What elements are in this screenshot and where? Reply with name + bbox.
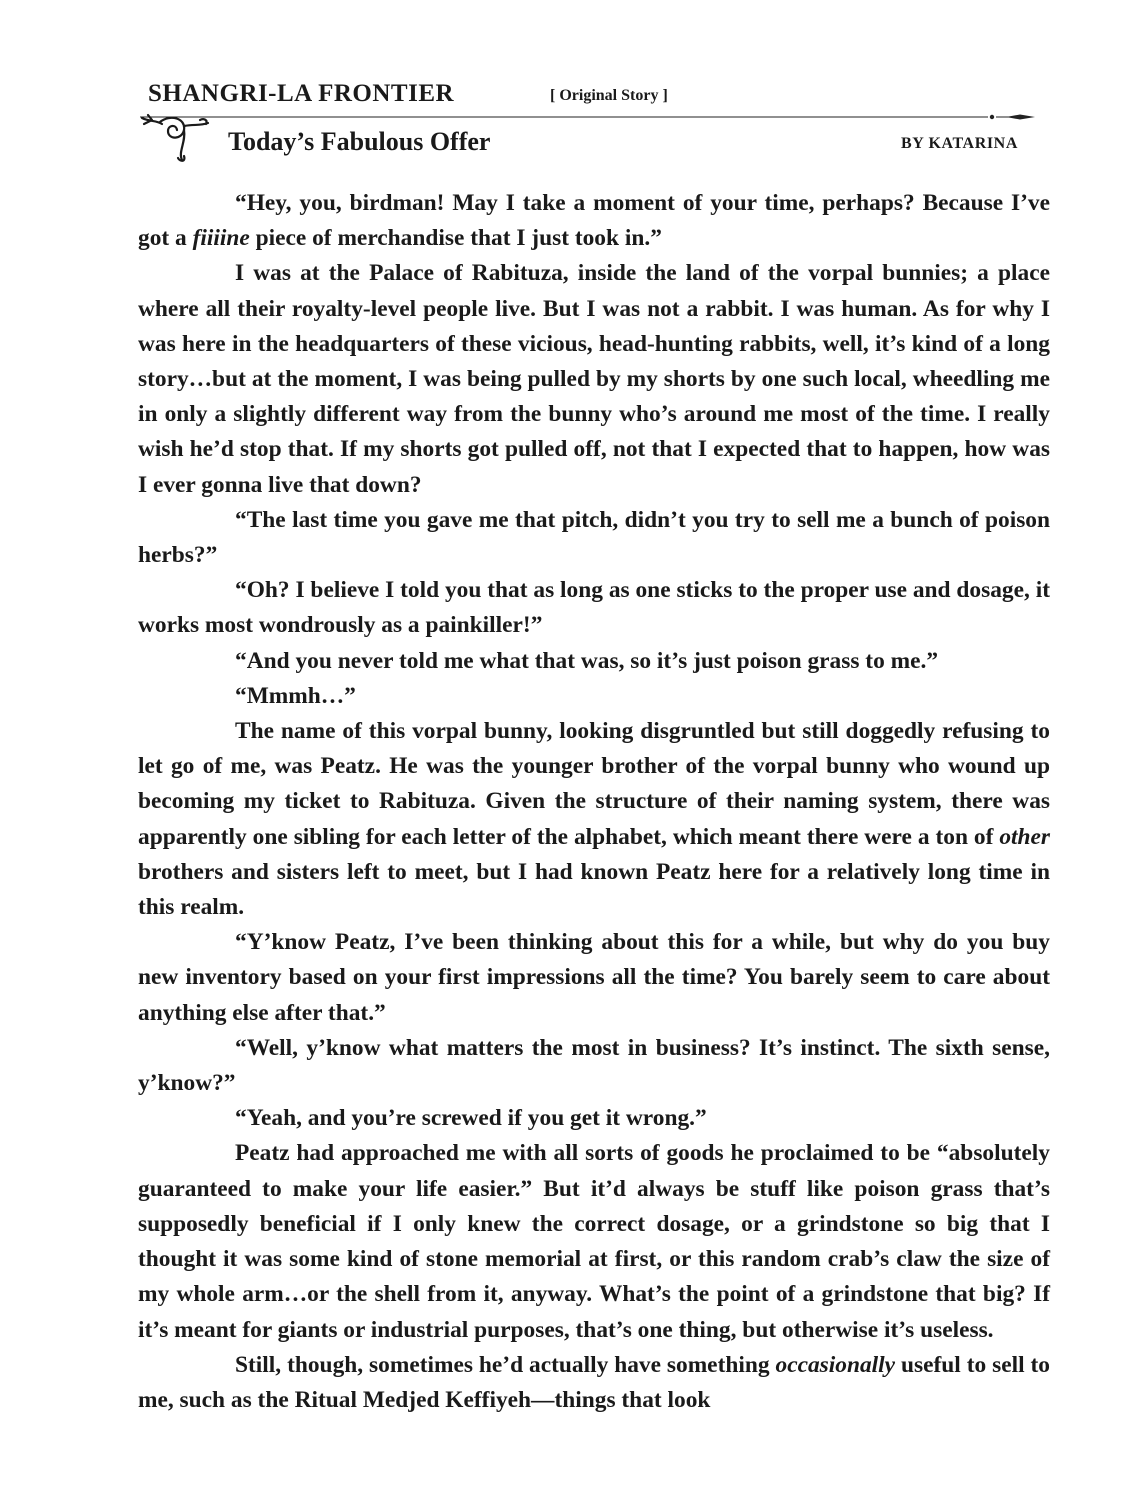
- paragraph: [138, 714, 1050, 925]
- paragraph: “And you never told me what that was, so it’s just poison grass to me.”: [235, 647, 939, 674]
- paragraph: “Yeah, and you’re screwed if you get it wrong.”: [235, 1105, 707, 1132]
- emphasis: other: [999, 823, 1050, 850]
- paragraph: “The last time you gave me that pitch, didn’t you try to sell me a bunch of poison herbs?”: [138, 506, 1050, 569]
- paragraph: “Y’know Peatz, I’ve been thinking about this for a while, but why do you buy new inventory based on your first impressions all the time? You barely seem to care about anything else after that.”: [138, 929, 1050, 1026]
- story-tag: [ Original Story ]: [550, 87, 668, 104]
- paragraph: “Oh? I believe I told you that as long as one sticks to the proper use and dosage, it works most wondrously as a painkiller!”: [138, 577, 1050, 639]
- text-run: The name of this vorpal bunny, looking disgruntled but still doggedly refusing to let go of me, was Peatz. He was the younger brother of the vorpal bunny who wound up becoming my ticket to Rabituza. Given the structure of their naming system, there was apparently one sibling for each letter of the alphabet, which meant there were a ton of: [138, 718, 1050, 850]
- text-run: piece of merchandise that I just took in.”: [249, 225, 662, 252]
- header-rule: [140, 112, 1035, 128]
- emphasis: occasionally: [775, 1351, 896, 1378]
- text-run: Still, though, sometimes he’d actually have something: [235, 1351, 776, 1378]
- paragraph: [138, 186, 1050, 256]
- paragraph: [138, 1348, 1050, 1418]
- author-byline: BY KATARINA: [901, 135, 1018, 152]
- chapter-title: Today’s Fabulous Offer: [228, 127, 491, 156]
- text-run: brothers and sisters left to meet, but I had known Peatz here for a relatively long time in this realm.: [138, 858, 1050, 921]
- arrow-ornament-icon: [1006, 115, 1035, 120]
- paragraph: I was at the Palace of Rabituza, inside the land of the vorpal bunnies; a place where all their royalty-level people live. But I was not a rabbit. I was human. As for why I was here in the headquarters of these vicious, head-hunting rabbits, well, it’s kind of a long story…but at the moment, I was being pulled by my shorts by one such local, wheedling me in only a slightly different way from the bunny who’s around me most of the time. I really wish he’d stop that. If my shorts got pulled off, not that I expected that to happen, how was I ever gonna live that down?: [138, 260, 1050, 498]
- paragraph: “Well, y’know what matters the most in business? It’s instinct. The sixth sense, y’know?”: [138, 1034, 1050, 1097]
- series-title: SHANGRI-LA FRONTIER: [148, 80, 455, 107]
- scroll-flourish-icon: [138, 112, 212, 164]
- paragraph: “Mmmh…”: [235, 682, 356, 709]
- story-body: [138, 186, 1050, 1418]
- text-run: useful to sell to me, such as the Ritual Medjed Keffiyeh—things that look: [138, 1351, 1050, 1413]
- emphasis: fiiiine: [192, 225, 250, 252]
- paragraph: Peatz had approached me with all sorts of goods he proclaimed to be “absolutely guaranteed to make your life easier.” But it’d always be stuff like poison grass that’s supposedly beneficial if I only knew the correct dosage, or a grindstone so big that I thought it was some kind of stone memorial at first, or this random crab’s claw the size of my whole arm…or the shell from it, anyway. What’s the point of a grindstone that big? If it’s meant for giants or industrial purposes, that’s one thing, but otherwise it’s useless.: [138, 1140, 1050, 1343]
- text-run: “Hey, you, birdman! May I take a moment of your time, perhaps? Because I’ve got a: [138, 190, 1050, 252]
